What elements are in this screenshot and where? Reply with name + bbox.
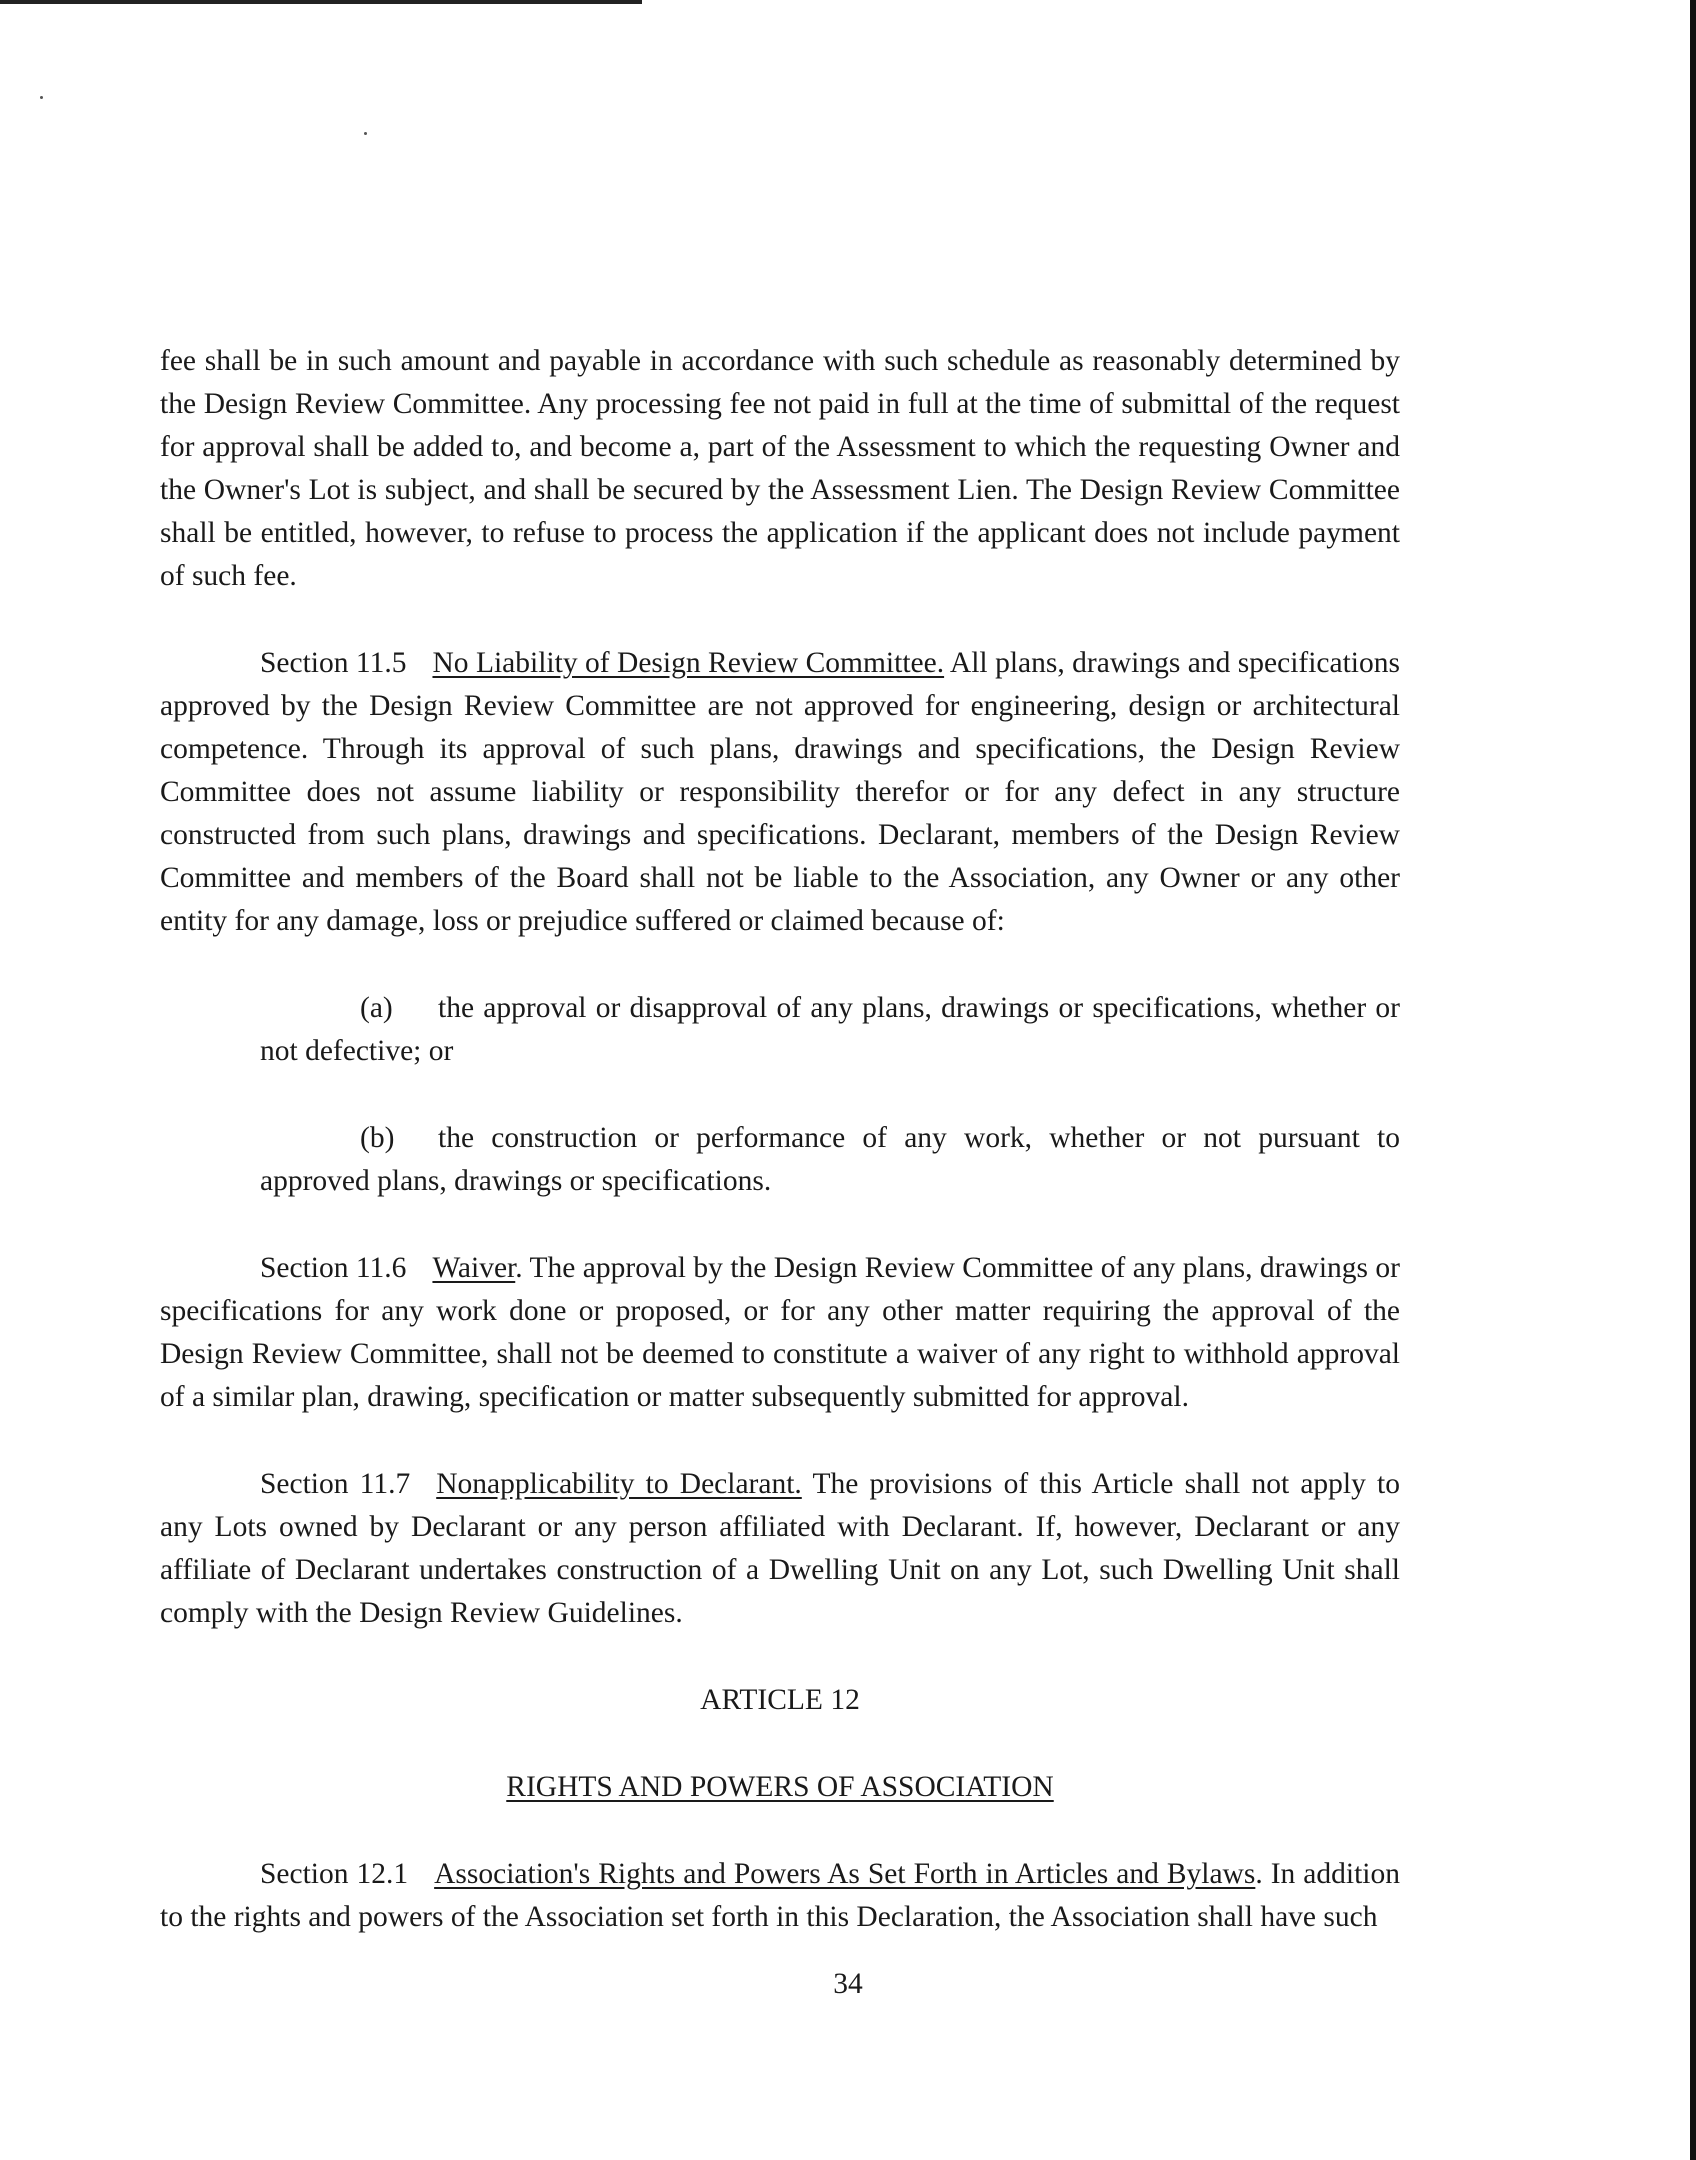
carryover-paragraph: fee shall be in such amount and payable in accordance with such schedule as reasonably determined by the Design Review Committee. Any processing fee not paid in full at the time of submittal of the request for approval shall be added to, and become a, part of the Assessment to which the requesting Owner and the Owner's Lot is subject, and shall be secured by the Assessment Lien. The Design Review Committee shall be entitled, however, to refuse to process the application if the applicant does not include payment of such fee.: [160, 345, 1400, 592]
list-item-text: the approval or disapproval of any plans, drawings or specifications, whether or not defective; or: [260, 992, 1400, 1067]
article-title: [160, 1766, 1400, 1809]
section-body: . In addition to the rights and powers of the Association set forth in this Declaration, the Association shall have such: [160, 1858, 1400, 1933]
page-number: 34: [833, 1968, 863, 2000]
paragraph-gap: [160, 1203, 1400, 1247]
section-body: The provisions of this Article shall not apply to any Lots owned by Declarant or any person affiliated with Declarant. If, however, Declarant or any affiliate of Declarant undertakes construction of a Dwelling Unit on any Lot, such Dwelling Unit shall comply with the Design Review Guidelines.: [160, 1468, 1400, 1629]
list-marker: (b): [360, 1122, 395, 1154]
document-page: [160, 340, 1400, 1939]
section-11-7: [160, 1463, 1400, 1635]
section-number: Section 12.1: [260, 1858, 409, 1890]
scan-speck: [364, 132, 367, 135]
section-body: All plans, drawings and specifications approved by the Design Review Committee are not approved for engineering, design or architectural competence. Through its approval of such plans, drawings and specifications, the Design Review Committee does not assume liability or responsibility therefor or for any defect in any structure constructed from such plans, drawings and specifications. Declarant, members of the Design Review Committee and members of the Board shall not be liable to the Association, any Owner or any other entity for any damage, loss or prejudice suffered or claimed because of:: [160, 647, 1400, 937]
list-item: [160, 987, 1400, 1073]
list-marker: (a): [360, 992, 393, 1024]
section-12-1: [160, 1853, 1400, 1939]
section-heading: Association's Rights and Powers As Set Forth in Articles and Bylaws: [434, 1858, 1256, 1890]
section-heading: No Liability of Design Review Committee.: [432, 647, 945, 679]
section-heading: Waiver: [432, 1252, 516, 1284]
paragraph-gap: [160, 598, 1400, 642]
list-item-text: the construction or performance of any work, whether or not pursuant to approved plans, drawings or specifications.: [260, 1122, 1400, 1197]
paragraph-gap: [160, 1722, 1400, 1766]
paragraph-gap: [160, 1635, 1400, 1679]
scan-speck: [40, 96, 43, 99]
section-number: Section 11.6: [260, 1252, 407, 1284]
section-heading: Nonapplicability to Declarant.: [436, 1468, 802, 1500]
scan-right-edge: [1690, 0, 1696, 2160]
section-11-6: [160, 1247, 1400, 1419]
scan-top-rule: [0, 0, 642, 4]
section-number: Section 11.7: [260, 1468, 411, 1500]
section-number: Section 11.5: [260, 647, 407, 679]
paragraph-gap: [160, 1073, 1400, 1117]
list-item: [160, 1117, 1400, 1203]
paragraph-gap: [160, 1809, 1400, 1853]
article-label: ARTICLE 12: [700, 1684, 860, 1716]
section-11-5: [160, 642, 1400, 943]
section-body: . The approval by the Design Review Committee of any plans, drawings or specifications for any work done or proposed, or for any other matter requiring the approval of the Design Review Committee, shall not be deemed to constitute a waiver of any right to withhold approval of a similar plan, drawing, specification or matter subsequently submitted for approval.: [160, 1252, 1400, 1413]
paragraph-gap: [160, 1419, 1400, 1463]
paragraph-gap: [160, 943, 1400, 987]
article-title-text: RIGHTS AND POWERS OF ASSOCIATION: [506, 1771, 1054, 1803]
